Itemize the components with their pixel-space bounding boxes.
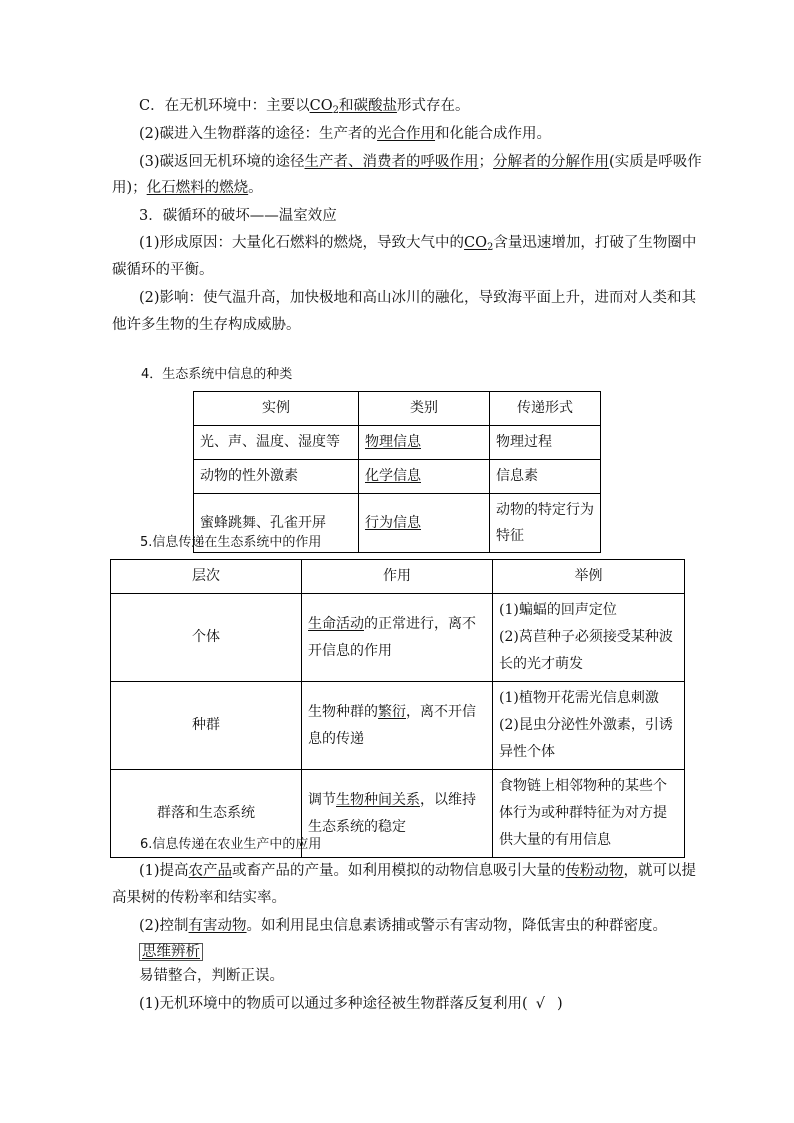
table-header: 层次 bbox=[111, 560, 302, 594]
section-5-heading: 5.信息传递在生态系统中的作用 bbox=[140, 535, 322, 550]
paragraph-a1-line1: (1)提高农产品或畜产品的产量。如利用模拟的动物信息吸引大量的传粉动物，就可以提 bbox=[139, 863, 697, 879]
paragraph-c bbox=[139, 96, 469, 116]
paragraph-r1-line1: (1)形成原因：大量化石燃料的燃烧，导致大气中的$CO_2$含量迅速增加，打破了生物圈中 bbox=[139, 235, 697, 253]
table-cell: 化学信息 bbox=[359, 460, 490, 494]
table-cell: 物理过程 bbox=[490, 426, 601, 460]
table-cell: (1)植物开花需光信息刺激 (2)昆虫分泌性外激素，引诱异性个体 bbox=[493, 682, 685, 770]
photosynthesis-term: 光合作用 bbox=[377, 126, 436, 142]
section-3-heading: 3．碳循环的破坏——温室效应 bbox=[139, 208, 337, 224]
table-cell: 动物的特定行为特征 bbox=[490, 494, 601, 553]
table-header: 举例 bbox=[493, 560, 685, 594]
table-cell: 物理信息 bbox=[359, 426, 490, 460]
table-cell: 生物种群的繁衍，离不开信息的传递 bbox=[302, 682, 493, 770]
text: 形式存在。 bbox=[396, 98, 470, 114]
table-cell: 信息素 bbox=[490, 460, 601, 494]
table-row bbox=[194, 426, 601, 460]
paragraph-3-line2: 用)；化石燃料的燃烧。 bbox=[112, 180, 263, 196]
respiration-term: 生产者、消费者的呼吸作用 bbox=[304, 154, 479, 170]
paragraph-r2-line2: 他许多生物的生存构成威胁。 bbox=[112, 317, 301, 333]
table-cell: (1)蝙蝠的回声定位 (2)莴苣种子必须接受某种波长的光才萌发 bbox=[493, 594, 685, 682]
analysis-tag: 思维辨析 bbox=[139, 942, 203, 962]
paragraph-r1-line2: 碳循环的平衡。 bbox=[112, 262, 214, 278]
table-header: 类别 bbox=[359, 392, 490, 426]
table-cell: 蜜蜂跳舞、孔雀开屏 bbox=[194, 494, 359, 553]
table-cell: 生命活动的正常进行，离不开信息的作用 bbox=[302, 594, 493, 682]
table-row bbox=[111, 682, 685, 770]
info-types-table bbox=[193, 391, 601, 553]
check-mark: √ bbox=[535, 996, 545, 1012]
co2-term: $CO_2$ bbox=[309, 98, 339, 116]
table-cell: 个体 bbox=[111, 594, 302, 682]
table-cell: 调节生物种间关系，以维持生态系统的稳定 bbox=[302, 770, 493, 858]
paragraph-r2-line1: (2)影响：使气温升高，加快极地和高山冰川的融化，导致海平面上升，进而对人类和其 bbox=[139, 290, 697, 306]
paragraph-2: (2)碳进入生物群落的途径：生产者的光合作用和化能合成作用。 bbox=[139, 126, 552, 142]
co2-term: $CO_2$ bbox=[464, 235, 494, 253]
question-1: (1)无机环境中的物质可以通过多种途径被生物群落反复利用( √ ) bbox=[139, 996, 563, 1012]
table-cell: 种群 bbox=[111, 682, 302, 770]
paragraph-3-line1: (3)碳返回无机环境的途径生产者、消费者的呼吸作用；分解者的分解作用(实质是呼吸作 bbox=[139, 154, 702, 170]
table-cell: 动物的性外激素 bbox=[194, 460, 359, 494]
table-header: 实例 bbox=[194, 392, 359, 426]
table-cell: 群落和生态系统 bbox=[111, 770, 302, 858]
table-cell: 光、声、温度、湿度等 bbox=[194, 426, 359, 460]
table-header: 传递形式 bbox=[490, 392, 601, 426]
table-cell: 行为信息 bbox=[359, 494, 490, 553]
paragraph-a2: (2)控制有害动物。如利用昆虫信息素诱捕或警示有害动物，降低害虫的种群密度。 bbox=[139, 918, 668, 934]
section-4-heading: 4．生态系统中信息的种类 bbox=[141, 367, 293, 382]
table-cell: 食物链上相邻物种的某些个体行为或种群特征为对方提供大量的有用信息 bbox=[493, 770, 685, 858]
info-role-table bbox=[110, 559, 685, 858]
decomposition-term: 分解者的分解作用 bbox=[493, 154, 610, 170]
text: C．在无机环境中：主要以 bbox=[139, 98, 310, 114]
table-header: 作用 bbox=[302, 560, 493, 594]
paragraph-a1-line2: 高果树的传粉率和结实率。 bbox=[112, 890, 286, 906]
table-row bbox=[111, 594, 685, 682]
carbonate-term: 和碳酸盐 bbox=[338, 98, 397, 114]
table-row bbox=[194, 460, 601, 494]
judge-intro: 易错整合，判断正误。 bbox=[139, 968, 284, 984]
fossil-fuel-term: 化石燃料的燃烧 bbox=[146, 180, 249, 196]
section-6-heading: 6.信息传递在农业生产中的应用 bbox=[140, 837, 322, 852]
